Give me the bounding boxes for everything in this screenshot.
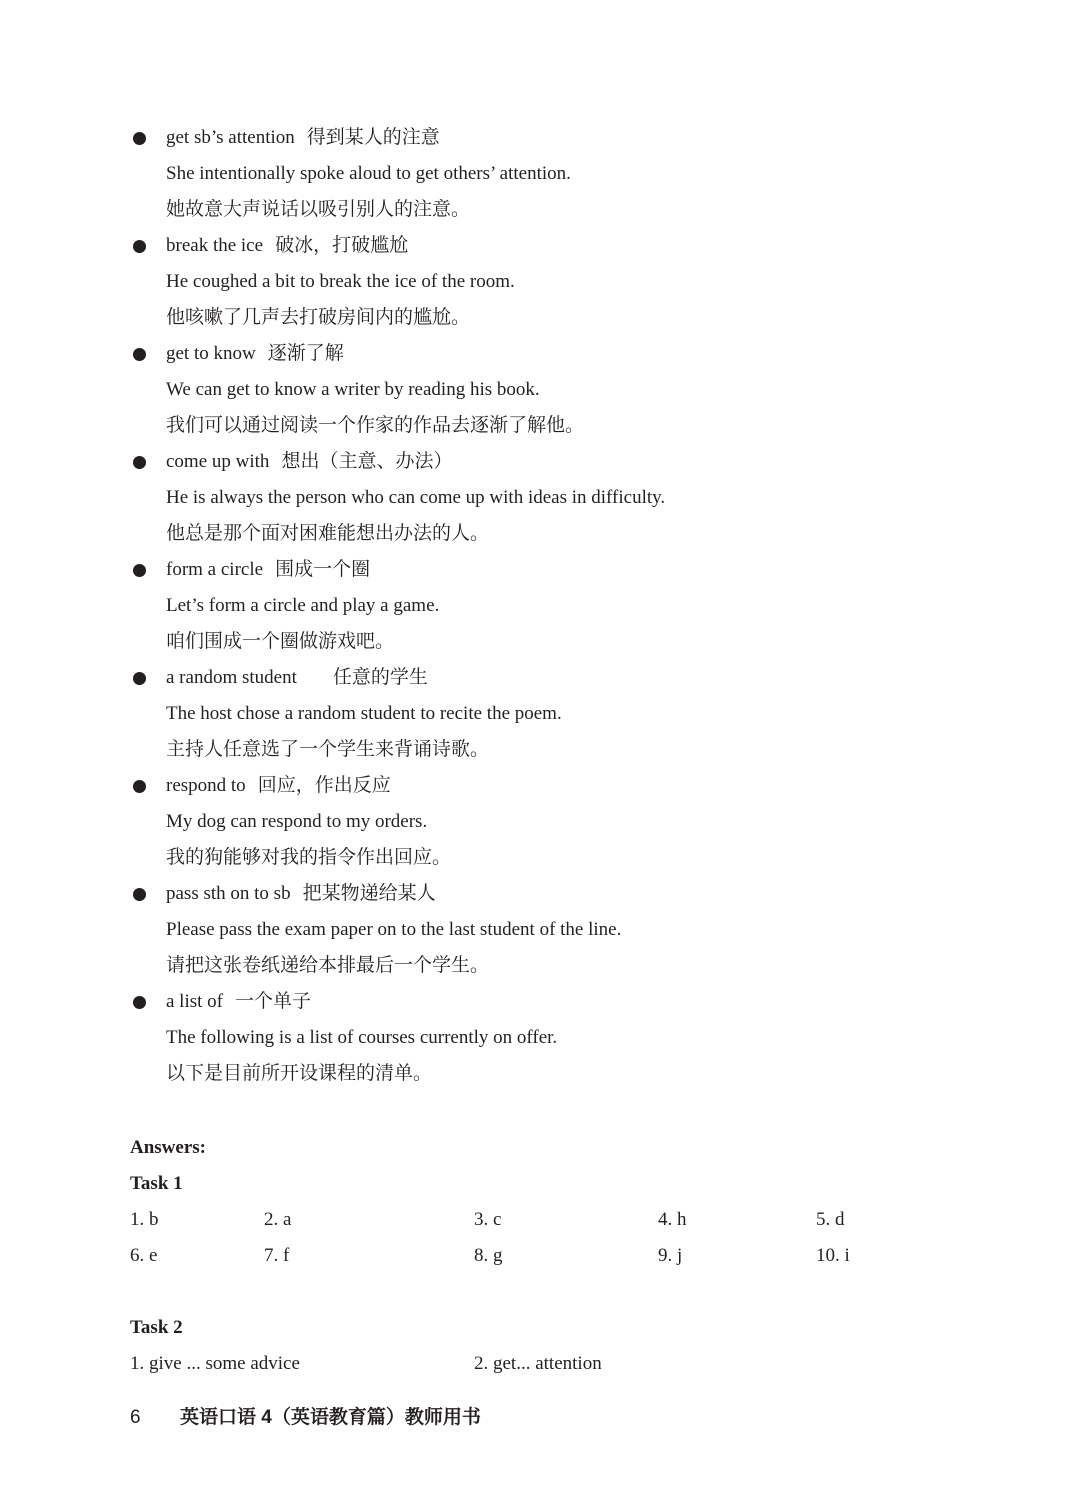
phrase-line: [130, 876, 950, 912]
vocab-entry: [130, 984, 950, 1092]
bullet-icon: [130, 984, 166, 1020]
example-zh: 她故意大声说话以吸引别人的注意。: [166, 199, 471, 220]
vocab-entry: [130, 444, 950, 552]
task1-label: Task 1: [130, 1173, 183, 1194]
phrase-line: [130, 444, 950, 480]
answer-cell: 9. j: [658, 1245, 683, 1266]
phrase-line: [130, 336, 950, 372]
phrase-en: respond to: [166, 775, 246, 796]
phrase-zh: 想出（主意、办法）: [281, 451, 453, 472]
task2-row: [130, 1346, 950, 1382]
example-zh: 主持人任意选了一个学生来背诵诗歌。: [166, 739, 490, 760]
answer-cell: 7. f: [264, 1245, 290, 1266]
task2-label: Task 2: [130, 1317, 183, 1338]
answer-cell: 10. i: [816, 1245, 850, 1266]
answer-cell: 1. give ... some advice: [130, 1353, 300, 1374]
example-zh: 我的狗能够对我的指令作出回应。: [166, 847, 452, 868]
task1-row: [130, 1202, 950, 1238]
phrase-line: [130, 552, 950, 588]
phrase-en: come up with: [166, 451, 270, 472]
answer-cell: 3. c: [474, 1209, 502, 1230]
example-zh: 咱们围成一个圈做游戏吧。: [166, 631, 395, 652]
phrase-line: [130, 768, 950, 804]
example-zh: 我们可以通过阅读一个作家的作品去逐渐了解他。: [166, 415, 585, 436]
answer-cell: 4. h: [658, 1209, 687, 1230]
answer-cell: 1. b: [130, 1209, 159, 1230]
vocab-entry: [130, 876, 950, 984]
phrase-zh: 逐渐了解: [267, 343, 344, 364]
phrase-zh: 把某物递给某人: [302, 883, 436, 904]
answer-cell: 8. g: [474, 1245, 503, 1266]
phrase-zh: 破冰，打破尴尬: [275, 235, 409, 256]
phrase-en: a list of: [166, 991, 223, 1012]
example-en: She intentionally spoke aloud to get others’ attention.: [166, 163, 571, 184]
task1-row: [130, 1238, 950, 1274]
phrase-en: form a circle: [166, 559, 264, 580]
answers-section: [130, 1130, 950, 1382]
book-title: 英语口语 4（英语教育篇）教师用书: [180, 1407, 481, 1428]
answer-cell: 2. a: [264, 1209, 292, 1230]
phrase-zh: 回应，作出反应: [257, 775, 391, 796]
vocab-entry: [130, 120, 950, 228]
phrase-line: [130, 228, 950, 264]
answer-cell: 5. d: [816, 1209, 845, 1230]
bullet-icon: [130, 228, 166, 264]
example-en: We can get to know a writer by reading his book.: [166, 379, 540, 400]
bullet-icon: [130, 120, 166, 156]
example-en: Please pass the exam paper on to the last student of the line.: [166, 919, 622, 940]
phrase-zh: 一个单子: [235, 991, 312, 1012]
phrase-en: get to know: [166, 343, 256, 364]
bullet-icon: [130, 336, 166, 372]
answers-heading: Answers:: [130, 1137, 206, 1158]
vocab-entry: [130, 336, 950, 444]
vocab-entry: [130, 552, 950, 660]
example-en: Let’s form a circle and play a game.: [166, 595, 440, 616]
example-en: He coughed a bit to break the ice of the room.: [166, 271, 515, 292]
example-en: The following is a list of courses currently on offer.: [166, 1027, 558, 1048]
bullet-icon: [130, 444, 166, 480]
example-zh: 以下是目前所开设课程的清单。: [166, 1063, 433, 1084]
bullet-icon: [130, 660, 166, 696]
vocab-entry: [130, 660, 950, 768]
bullet-icon: [130, 552, 166, 588]
answer-cell: 2. get... attention: [474, 1353, 602, 1374]
example-en: My dog can respond to my orders.: [166, 811, 428, 832]
phrase-zh: 任意的学生: [332, 667, 428, 688]
phrase-line: [130, 120, 950, 156]
phrase-en: a random student: [166, 667, 297, 688]
page-number: 6: [130, 1407, 141, 1428]
vocab-entry: [130, 228, 950, 336]
phrase-line: [130, 984, 950, 1020]
example-zh: 请把这张卷纸递给本排最后一个学生。: [166, 955, 490, 976]
page-footer: [130, 1400, 481, 1436]
phrase-zh: 得到某人的注意: [306, 127, 440, 148]
answer-cell: 6. e: [130, 1245, 158, 1266]
bullet-icon: [130, 876, 166, 912]
phrase-line: [130, 660, 950, 696]
spacer: [130, 1274, 950, 1310]
example-zh: 他总是那个面对困难能想出办法的人。: [166, 523, 490, 544]
phrase-en: break the ice: [166, 235, 264, 256]
phrase-zh: 围成一个圈: [275, 559, 371, 580]
vocab-entry: [130, 768, 950, 876]
phrase-en: pass sth on to sb: [166, 883, 291, 904]
vocabulary-list: [130, 120, 950, 1092]
example-en: He is always the person who can come up with ideas in difficulty.: [166, 487, 666, 508]
example-en: The host chose a random student to recite the poem.: [166, 703, 562, 724]
example-zh: 他咳嗽了几声去打破房间内的尴尬。: [166, 307, 471, 328]
phrase-en: get sb’s attention: [166, 127, 295, 148]
bullet-icon: [130, 768, 166, 804]
